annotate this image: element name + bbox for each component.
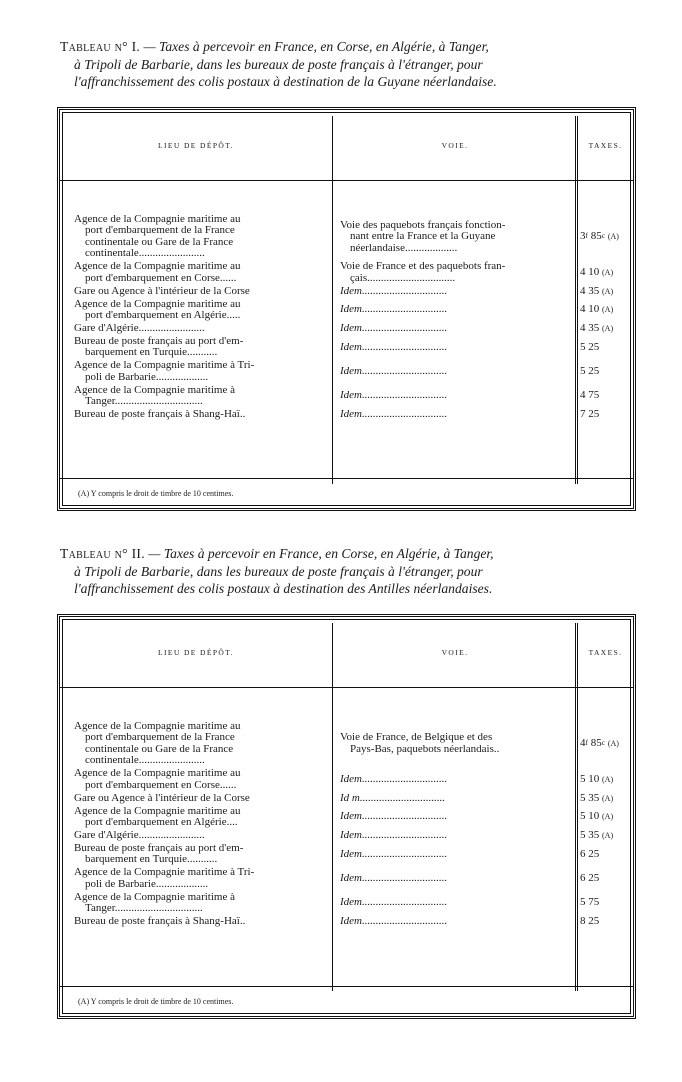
tax-cell [580, 830, 636, 841]
voie-line: Idem............................... [340, 303, 448, 316]
depot-cell [74, 409, 326, 420]
tax-note: (A) [602, 793, 614, 803]
depot-cell [74, 843, 326, 866]
voie-line: Idem............................... [340, 896, 448, 909]
depot-cell [74, 806, 326, 829]
tax-cell [580, 916, 636, 927]
depot-line: Agence de la Compagnie maritime au [74, 767, 241, 780]
table-row [60, 867, 633, 890]
voie-cell [340, 286, 572, 297]
depot-line: Bureau de poste français au port d'em- [74, 842, 244, 854]
table-row [60, 336, 633, 359]
tax-centimes: 25 [588, 408, 600, 421]
tax-centimes: 25 [588, 847, 600, 860]
depot-line: Tanger................................ [85, 902, 203, 915]
tax-francs: 5 [580, 365, 586, 378]
tax-note: (A) [607, 739, 619, 749]
tax-note: (A) [607, 232, 619, 242]
table-row [60, 793, 633, 804]
voie-line: Idem............................... [340, 829, 448, 841]
voie-line: çais................................ [350, 271, 456, 284]
depot-cell [74, 916, 326, 927]
voie-cell [340, 390, 572, 401]
tax-note: (A) [602, 774, 614, 784]
tariff-table-1 [57, 107, 636, 511]
depot-cell [74, 286, 326, 297]
depot-line: Gare ou Agence à l'intérieur de la Corse [74, 791, 250, 804]
depot-cell [74, 830, 326, 841]
depot-line: port d'embarquement de la France [85, 731, 235, 744]
depot-line: Agence de la Compagnie maritime au [74, 260, 241, 273]
caption-line: — Taxes à percevoir en France, en Corse, en Algérie, à Tanger, [144, 546, 494, 561]
voie-cell [340, 304, 572, 315]
tax-cell [580, 849, 636, 860]
depot-cell [74, 336, 326, 359]
table-row [60, 843, 633, 866]
table-row [60, 721, 633, 767]
depot-line: barquement en Turquie........... [85, 853, 218, 866]
voie-cell [340, 323, 572, 334]
tax-francs: 4 [580, 303, 586, 316]
voie-line: Idem............................... [340, 408, 448, 421]
tax-cell [580, 366, 636, 377]
voie-cell [340, 811, 572, 822]
voie-line: Idem............................... [340, 810, 448, 823]
table-row [60, 385, 633, 408]
depot-cell [74, 360, 326, 383]
header-depot: LIEU DE DÉPÔT. [158, 140, 234, 150]
depot-line: Agence de la Compagnie maritime à [74, 890, 235, 903]
voie-line: Idem............................... [340, 322, 448, 334]
voie-cell [340, 220, 572, 254]
tax-note: (A) [602, 267, 614, 277]
depot-line: Gare d'Algérie........................ [74, 322, 205, 334]
tax-centimes: 35 [588, 284, 600, 297]
table-row [60, 830, 633, 841]
voie-cell [340, 916, 572, 927]
voie-line: Idem............................... [340, 389, 448, 402]
tax-centimes: 85 [590, 230, 602, 243]
voie-line: Idem............................... [340, 915, 448, 928]
voie-line: Pays-Bas, paquebots néerlandais.. [350, 742, 500, 755]
caption-table-1 [60, 38, 650, 91]
tax-cell [580, 409, 636, 420]
tax-francs: 6 [580, 847, 586, 860]
depot-cell [74, 323, 326, 334]
table-row [60, 409, 633, 420]
tax-cell [580, 774, 636, 785]
tax-francs: 4 [580, 737, 586, 750]
depot-line: continentale........................ [85, 754, 205, 767]
depot-line: Agence de la Compagnie maritime au [74, 720, 241, 732]
tax-note: (A) [602, 812, 614, 822]
tax-centimes: 25 [588, 340, 600, 353]
caption-line: l'affranchissement des colis postaux à destination de la Guyane néerlandaise. [74, 74, 497, 89]
depot-line: Agence de la Compagnie maritime à [74, 383, 235, 396]
depot-cell [74, 793, 326, 804]
voie-cell [340, 732, 572, 755]
tax-centimes: 35 [588, 791, 600, 804]
depot-line: Agence de la Compagnie maritime au [74, 213, 241, 225]
tax-centimes: 25 [588, 915, 600, 928]
tax-cell [580, 267, 636, 278]
tax-centimes: 35 [588, 322, 600, 334]
depot-line: port d'embarquement en Algérie..... [85, 309, 241, 321]
voie-line: Voie de France et des paquebots fran- [340, 260, 506, 273]
voie-line: Idem............................... [340, 365, 448, 378]
tax-cell [580, 390, 636, 401]
tax-francs: 4 [580, 389, 586, 402]
caption-line: à Tripoli de Barbarie, dans les bureaux de poste français à l'étranger, pour [74, 56, 483, 72]
depot-line: continentale........................ [85, 247, 205, 260]
tax-cell [580, 286, 636, 297]
tax-francs: 4 [580, 265, 586, 278]
table-row [60, 916, 633, 927]
tax-centimes: 10 [588, 265, 600, 278]
depot-line: Bureau de poste français à Shang-Haï.. [74, 408, 246, 421]
depot-line: port d'embarquement en Corse...... [85, 778, 237, 791]
depot-line: Bureau de poste français au port d'em- [74, 335, 244, 347]
depot-line: continentale ou Gare de la France [85, 742, 234, 755]
tax-centimes: 25 [588, 365, 600, 378]
tax-cell [580, 342, 636, 353]
header-taxes: TAXES. [588, 647, 623, 657]
voie-cell [340, 261, 572, 284]
tax-note: (A) [602, 831, 614, 840]
depot-line: continentale ou Gare de la France [85, 235, 234, 248]
tax-francs: 3 [580, 230, 586, 243]
depot-cell [74, 214, 326, 260]
tax-centimes: 25 [588, 872, 600, 885]
tax-centimes: 75 [588, 896, 600, 909]
tax-note: (A) [602, 305, 614, 315]
voie-cell [340, 849, 572, 860]
tax-unit-centimes: c [601, 738, 606, 748]
caption-line: — Taxes à percevoir en France, en Corse, en Algérie, à Tanger, [140, 39, 489, 54]
caption-head: Tableau n° I. [60, 39, 141, 54]
voie-line: Voie de France, de Belgique et des [340, 731, 493, 744]
tax-unit-francs: f [585, 738, 588, 748]
depot-line: Agence de la Compagnie maritime au [74, 804, 241, 817]
depot-line: Gare ou Agence à l'intérieur de la Corse [74, 284, 250, 297]
tax-cell [580, 897, 636, 908]
voie-cell [340, 774, 572, 785]
tax-centimes: 85 [590, 737, 602, 750]
voie-line: Id m............................... [340, 791, 446, 804]
voie-cell [340, 873, 572, 884]
table-row [60, 892, 633, 915]
header-taxes: TAXES. [588, 140, 623, 150]
tax-note: (A) [602, 286, 614, 296]
tax-cell [580, 793, 636, 804]
depot-cell [74, 385, 326, 408]
table-header [60, 617, 633, 688]
depot-line: port d'embarquement de la France [85, 224, 235, 237]
depot-line: poli de Barbarie................... [85, 877, 209, 890]
tax-francs: 5 [580, 772, 586, 785]
caption-line: à Tripoli de Barbarie, dans les bureaux de poste français à l'étranger, pour [74, 563, 483, 579]
tax-cell [580, 231, 636, 242]
caption-line: l'affranchissement des colis postaux à destination des Antilles néerlandaises. [74, 581, 493, 596]
tax-francs: 5 [580, 896, 586, 909]
voie-line: Idem............................... [340, 284, 448, 297]
depot-cell [74, 721, 326, 767]
tax-francs: 5 [580, 340, 586, 353]
voie-cell [340, 366, 572, 377]
depot-line: port d'embarquement en Algérie.... [85, 816, 238, 828]
table-header [60, 110, 633, 181]
voie-line: Idem............................... [340, 340, 448, 353]
header-depot: LIEU DE DÉPÔT. [158, 647, 234, 657]
voie-line: nant entre la France et la Guyane [350, 230, 496, 243]
depot-line: Tanger................................ [85, 395, 203, 408]
depot-cell [74, 892, 326, 915]
depot-cell [74, 261, 326, 284]
depot-line: poli de Barbarie................... [85, 370, 209, 383]
voie-line: Idem............................... [340, 872, 448, 885]
tax-cell [580, 323, 636, 334]
tax-centimes: 10 [588, 772, 600, 785]
depot-line: Agence de la Compagnie maritime à Tri- [74, 866, 255, 879]
tax-centimes: 10 [588, 810, 600, 823]
depot-cell [74, 867, 326, 890]
tax-unit-francs: f [585, 231, 588, 241]
table-row [60, 806, 633, 829]
depot-line: Agence de la Compagnie maritime à Tri- [74, 359, 255, 372]
tax-francs: 7 [580, 408, 586, 421]
depot-cell [74, 768, 326, 791]
footnote: (A) Y compris le droit de timbre de 10 centimes. [60, 478, 633, 508]
depot-line: Bureau de poste français à Shang-Haï.. [74, 915, 246, 928]
tax-francs: 5 [580, 810, 586, 823]
voie-line: Idem............................... [340, 847, 448, 860]
tax-centimes: 75 [588, 389, 600, 402]
voie-cell [340, 830, 572, 841]
voie-line: Voie des paquebots français fonction- [340, 218, 506, 231]
depot-line: Agence de la Compagnie maritime au [74, 297, 241, 310]
table-row [60, 299, 633, 322]
table-row [60, 286, 633, 297]
table-row [60, 768, 633, 791]
tax-cell [580, 873, 636, 884]
tax-cell [580, 304, 636, 315]
tax-unit-centimes: c [601, 231, 606, 241]
table-row [60, 360, 633, 383]
caption-table-2 [60, 545, 650, 598]
depot-line: Gare d'Algérie........................ [74, 829, 205, 841]
caption-head: Tableau n° II. [60, 546, 145, 561]
voie-line: Idem............................... [340, 772, 448, 785]
voie-cell [340, 342, 572, 353]
tax-cell [580, 738, 636, 749]
voie-cell [340, 793, 572, 804]
tax-cell [580, 811, 636, 822]
voie-cell [340, 409, 572, 420]
table-row [60, 261, 633, 284]
tax-note: (A) [602, 324, 614, 333]
tax-francs: 8 [580, 915, 586, 928]
tax-francs: 5 [580, 829, 586, 841]
depot-line: port d'embarquement en Corse...... [85, 271, 237, 284]
header-voie: VOIE. [441, 647, 469, 657]
depot-line: barquement en Turquie........... [85, 346, 218, 359]
voie-line: néerlandaise................... [350, 241, 458, 254]
tax-francs: 6 [580, 872, 586, 885]
tax-francs: 4 [580, 284, 586, 297]
tax-centimes: 10 [588, 303, 600, 316]
tax-francs: 4 [580, 322, 586, 334]
tax-centimes: 35 [588, 829, 600, 841]
voie-cell [340, 897, 572, 908]
tax-francs: 5 [580, 791, 586, 804]
table-row [60, 323, 633, 334]
depot-cell [74, 299, 326, 322]
tariff-table-2 [57, 614, 636, 1019]
header-voie: VOIE. [441, 140, 469, 150]
table-row [60, 214, 633, 260]
footnote: (A) Y compris le droit de timbre de 10 centimes. [60, 986, 633, 1016]
